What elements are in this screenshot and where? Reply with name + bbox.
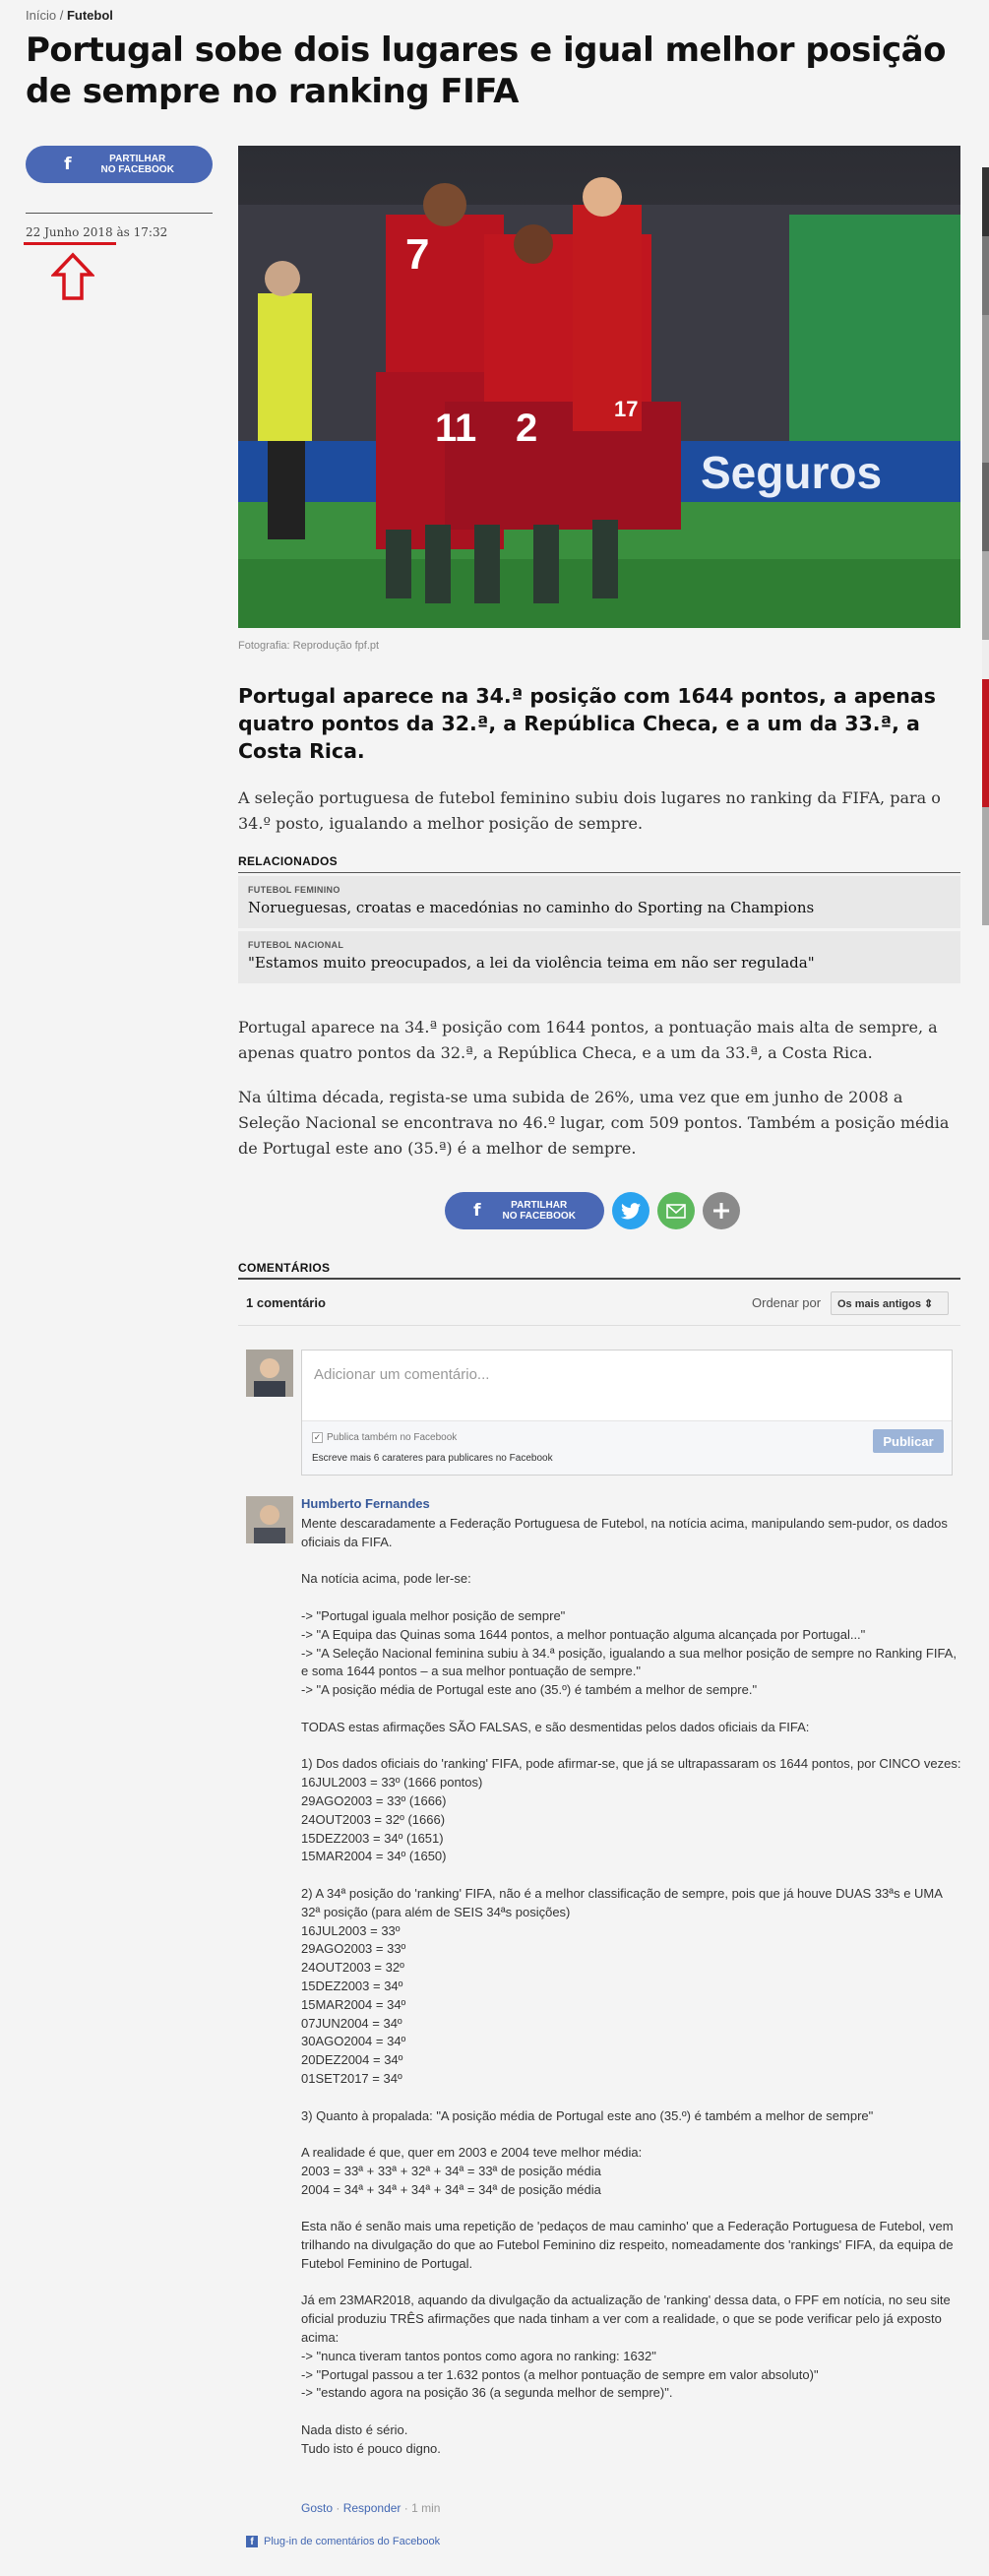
article-paragraph-3: Na última década, regista-se uma subida de 26%, uma vez que em junho de 2008 a Seleção Nacional se encontrava no 46.º lugar, com 509 pontos. Também a posição média de Portugal este ano (35.ª) é a melhor de sempre. — [238, 1088, 950, 1158]
date-underline-annotation — [24, 242, 116, 245]
related-item[interactable] — [238, 876, 960, 928]
related-category: FUTEBOL NACIONAL — [248, 940, 344, 950]
related-divider — [238, 872, 960, 873]
separator-dot: · — [336, 2501, 340, 2515]
article-title: Portugal sobe dois lugares e igual melhor posição de sempre no ranking FIFA — [26, 31, 946, 111]
breadcrumb-separator: / — [59, 8, 64, 23]
comments-divider — [238, 1278, 960, 1280]
comments-count: 1 comentário — [246, 1295, 326, 1310]
comment-body — [301, 1515, 962, 2477]
plus-icon — [712, 1202, 730, 1220]
related-category: FUTEBOL FEMININO — [248, 885, 340, 895]
svg-text:2: 2 — [516, 407, 538, 450]
comment-composer — [301, 1350, 953, 1476]
breadcrumb-home-link[interactable]: Início — [26, 8, 57, 23]
twitter-icon — [621, 1203, 641, 1220]
comment-paragraph: Nada disto é sério. Tudo isto é pouco digno. — [301, 2422, 441, 2456]
article-date — [26, 225, 167, 239]
facebook-share-button-bottom[interactable] — [445, 1192, 604, 1229]
comment-paragraph: 2) A 34ª posição do 'ranking' FIFA, não é a melhor classificação de sempre, pois que já houve DUAS 33ªs e UMA 32ª posição (para além de SEIS 34ªs posições) 16JUL2003 = 33º 29AGO2003 = 33º 24OUT2003 = 32º 15DEZ2003 = 34º 15MAR2004 = 34º 07JUN2004 = 34º 30AGO2004 = 34º 20DEZ2004 = 34º 01SET2017 = 34º — [301, 1885, 943, 2086]
comment-paragraph: TODAS estas afirmações SÃO FALSAS, e são desmentidas pelos dados oficiais da FIFA: — [301, 1719, 810, 1734]
order-select[interactable]: Os mais antigos ⇕ — [831, 1291, 949, 1315]
comment-paragraph: 1) Dos dados oficiais do 'ranking' FIFA, pode afirmar-se, que já se ultrapassaram os 1644 pontos, por CINCO vezes: 16JUL2003 = 33º (1666 pontos) 29AGO2003 = 33º (1666) 24OUT2003 = 32º (1666) 15DEZ2003 = 34º (1651) 15MAR2004 = 34º (1650) — [301, 1756, 961, 1864]
comment-paragraph: Na notícia acima, pode ler-se: — [301, 1571, 471, 1587]
plugin-label: Plug-in de comentários do Facebook — [264, 2536, 441, 2547]
svg-text:17: 17 — [614, 397, 639, 421]
date-value: 22 Junho 2018 — [26, 225, 113, 239]
date-time: 17:32 — [133, 225, 168, 239]
comment-input[interactable]: Adicionar um comentário... — [302, 1351, 952, 1421]
related-link[interactable]: Norueguesas, croatas e macedónias no caminho do Sporting na Champions — [248, 899, 815, 916]
comment-paragraph: 3) Quanto à propalada: "A posição média de Portugal este ano (35.º) é também a melhor de sempre" — [301, 2107, 874, 2123]
comments-header-divider — [238, 1325, 960, 1326]
article-paragraph-1: A seleção portuguesa de futebol feminino subiu dois lugares no ranking da FIFA, para o 34.º posto, igualando a melhor posição de sempre. — [238, 788, 941, 833]
svg-text:Seguros: Seguros — [701, 447, 883, 498]
comment-paragraph: A realidade é que, quer em 2003 e 2004 teve melhor média: 2003 = 33ª + 33ª + 32ª + 34ª = 33ª de posição média 2004 = 34ª + 34ª + 34ª + 34ª = 34ª de posição média — [301, 2145, 643, 2197]
comment-actions — [301, 2501, 440, 2515]
publish-button[interactable]: Publicar — [873, 1429, 944, 1453]
facebook-plugin-link[interactable] — [246, 2536, 440, 2547]
facebook-icon: f — [246, 2536, 258, 2547]
post-to-facebook-label: Publica também no Facebook — [327, 1432, 458, 1444]
related-link[interactable]: "Estamos muito preocupados, a lei da violência teima em não ser regulada" — [248, 954, 815, 972]
svg-text:11: 11 — [435, 407, 477, 450]
share-label-line1: PARTILHAR — [109, 154, 166, 164]
article-paragraph-2: Portugal aparece na 34.ª posição com 1644 pontos, a pontuação mais alta de sempre, a apenas quatro pontos da 32.ª, a República Checa, e a um da 33.ª, a Costa Rica. — [238, 1018, 938, 1062]
article-lede: Portugal aparece na 34.ª posição com 1644 pontos, a apenas quatro pontos da 32.ª, a República Checa, e a um da 33.ª, a Costa Rica. — [238, 684, 936, 763]
related-title: RELACIONADOS — [238, 854, 338, 868]
avatar[interactable] — [246, 1496, 293, 1543]
email-share-button[interactable] — [657, 1192, 695, 1229]
comment-paragraph: Já em 23MAR2018, aquando da divulgação da actualização de 'ranking' dessa data, o FPF em notícia, no seu site oficial produziu TRÊS afirmações que nada tinham a ver com a realidade, o que se pode verificar pelo já exposto acima: -> "nunca tiveram tantos pontos como agora no ranking: 1632" -> "Portugal passou a ter 1.632 pontos (a melhor pontuação de sempre em valor absoluto)" -> "estando agora na posição 36 (a segunda melhor de sempre)". — [301, 2293, 951, 2401]
email-icon — [666, 1204, 686, 1219]
share-label-line1: PARTILHAR — [511, 1200, 568, 1211]
comment-paragraph: Mente descaradamente a Federação Portuguesa de Futebol, na notícia acima, manipulando sem-pudor, os dados oficiais da FIFA. — [301, 1516, 948, 1549]
photo-caption: Fotografia: Reprodução fpf.pt — [238, 640, 380, 652]
date-time-prefix: às — [116, 225, 130, 239]
more-share-button[interactable] — [703, 1192, 740, 1229]
arrow-up-annotation-icon — [51, 252, 94, 301]
avatar — [246, 1350, 293, 1397]
share-label-line2: NO FACEBOOK — [100, 164, 174, 175]
breadcrumb — [26, 8, 113, 23]
comments-title: COMENTÁRIOS — [238, 1261, 331, 1275]
comment-paragraph: Esta não é senão mais uma repetição de 'pedaços de mau caminho' que a Federação Portuguesa de Futebol, vem trilhando na divulgação do que ao Futebol Feminino diz respeito, nomeadamente dos 'rankings' FIFA, da equipa de Futebol Feminino de Portugal. — [301, 2219, 954, 2271]
reply-link[interactable]: Responder — [342, 2501, 402, 2515]
article-photo — [238, 146, 960, 628]
facebook-icon: f — [64, 154, 72, 174]
right-sidebar-edge — [982, 167, 989, 925]
facebook-icon: f — [473, 1200, 481, 1221]
composer-hint: Escreve mais 6 carateres para publicares no Facebook — [312, 1453, 553, 1464]
sidebar-divider — [26, 213, 213, 214]
related-item[interactable] — [238, 931, 960, 983]
comment-author[interactable]: Humberto Fernandes — [301, 1496, 430, 1511]
separator-dot: · — [403, 2501, 408, 2515]
comment-paragraph: -> "Portugal iguala melhor posição de sempre" -> "A Equipa das Quinas soma 1644 pontos, a melhor pontuação alguma alcançada por Portugal..." -> "A Seleção Nacional feminina subiu à 34.ª posição, igualando a sua melhor posição de sempre no Ranking FIFA, e soma 1644 pontos – a sua melhor pontuação de sempre." -> "A posição média de Portugal este ano (35.º) é também a melhor de sempre." — [301, 1607, 957, 1698]
svg-text:7: 7 — [405, 230, 430, 279]
composer-footer — [302, 1421, 952, 1475]
twitter-share-button[interactable] — [612, 1192, 649, 1229]
like-link[interactable]: Gosto — [301, 2501, 334, 2515]
facebook-share-button[interactable] — [26, 146, 213, 183]
checkbox-icon[interactable]: ✓ — [313, 1432, 322, 1443]
share-label-line2: NO FACEBOOK — [502, 1211, 576, 1222]
breadcrumb-current[interactable]: Futebol — [66, 8, 113, 23]
comment-time[interactable]: 1 min — [411, 2501, 441, 2515]
order-label: Ordenar por — [752, 1295, 822, 1310]
